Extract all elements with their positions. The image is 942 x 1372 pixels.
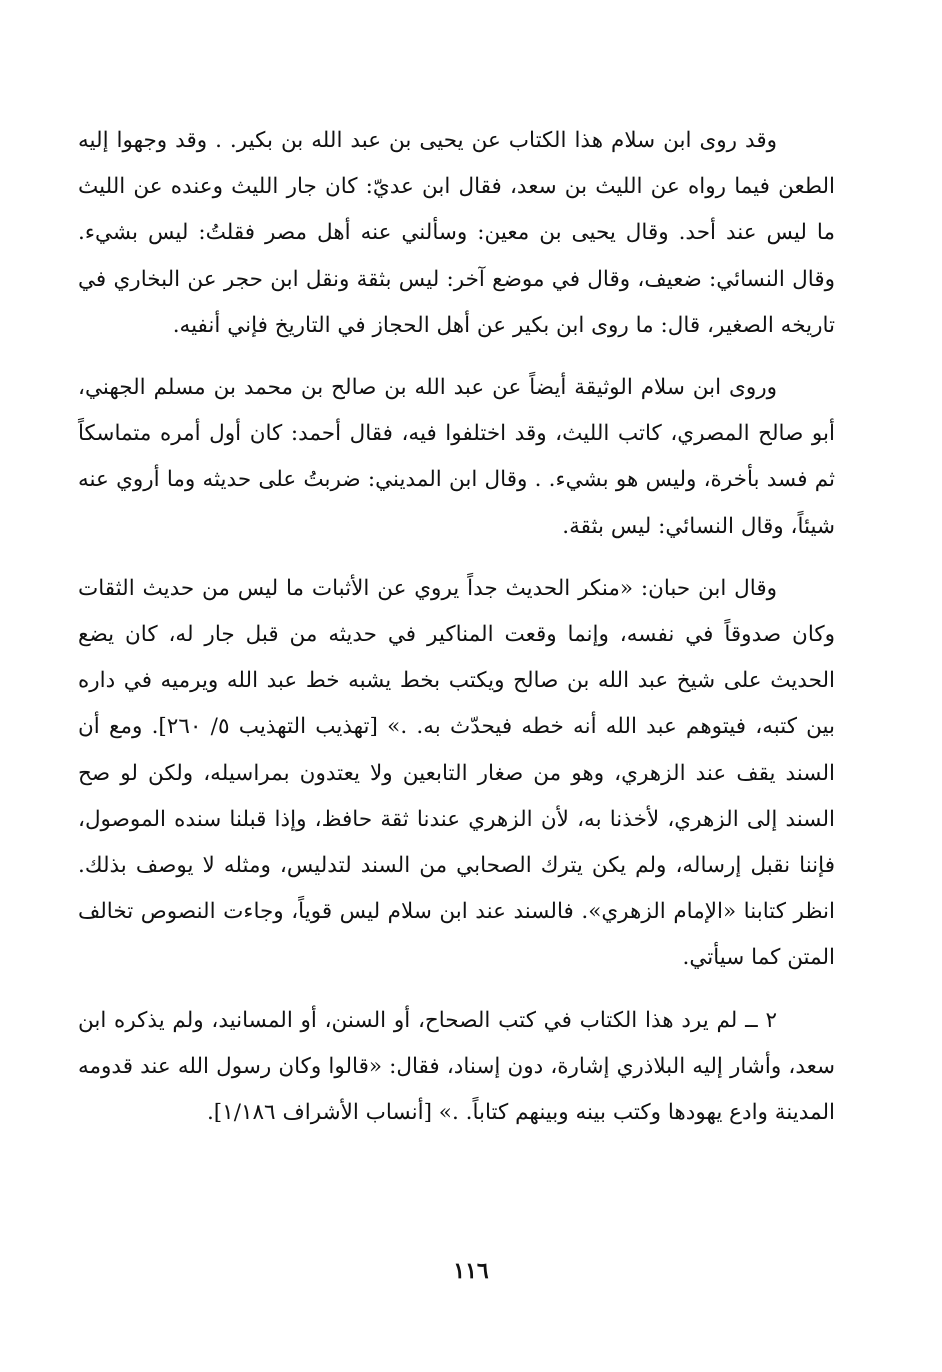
paragraph-abdullah-ibn-salih: وروى ابن سلام الوثيقة أيضاً عن عبد الله بن صالح بن محمد بن مسلم الجهني، أبو صالح المصري، كاتب الليث، وقد اختلفوا فيه، فقال أحمد: كان أول أمره متماسكاً ثم فسد بأخرة، وليس هو بشيء. . وقال ابن المديني: ضربتُ على حديثه وما أروي عنه شيئاً، وقال النسائي: ليس بثقة. bbox=[78, 375, 835, 539]
paragraph-ibn-hibban: وقال ابن حبان: «منكر الحديث جداً يروي عن الأثبات ما ليس من حديث الثقات وكان صدوقاً في نفسه، وإنما وقعت المناكير في حديثه من قبل جار له، كان يضع الحديث على شيخ عبد الله بن صالح ويكتب بخط يشبه خط عبد الله ويرميه في داره بين كتبه، فيتوهم عبد الله أنه خطه فيحدّث به. .» [تهذيب التهذيب ٥/ ٢٦٠]. ومع أن السند يقف عند الزهري، وهو من صغار التابعين ولا يعتدون بمراسيله، ولكن لو صح السند إلى الزهري، لأخذنا به، لأن الزهري عندنا ثقة حافظ، وإذا قبلنا سنده الموصول، فإننا نقبل إرساله، ولم يكن يترك الصحابي من السند لتدليس، ومثله لا يوصف بذلك. انظر كتابنا «الإمام الزهري». فالسند عند ابن سلام ليس قوياً، وجاءت النصوص تخالف المتن كما سيأتي. bbox=[78, 575, 835, 971]
paragraph-ibn-bukayr: وقد روى ابن سلام هذا الكتاب عن يحيى بن عبد الله بن بكير. . وقد وجهوا إليه الطعن فيما رواه عن الليث بن سعد، فقال ابن عديّ: كان جار الليث وعنده عن الليث ما ليس عند أحد. وقال يحيى بن معين: وسألني عنه أهل مصر فقلتُ: ليس بشيء. وقال النسائي: ضعيف، وقال في موضع آخر: ليس بثقة ونقل ابن حجر عن البخاري في تاريخه الصغير، قال: ما روى ابن بكير عن أهل الحجاز في التاريخ فإني أنفيه. bbox=[78, 128, 835, 338]
page-body bbox=[78, 118, 835, 1152]
page-number: ١١٦ bbox=[453, 1258, 489, 1284]
paragraph-point-two: ٢ ــ لم يرد هذا الكتاب في كتب الصحاح، أو السنن، أو المسانيد، ولم يذكره ابن سعد، وأشار إليه البلاذري إشارة، دون إسناد، فقال: «قالوا وكان رسول الله عند قدومه المدينة وادع يهودها وكتب بينه وبينهم كتاباً. .» [أنساب الأشراف ١/١٨٦]. bbox=[78, 1007, 835, 1126]
